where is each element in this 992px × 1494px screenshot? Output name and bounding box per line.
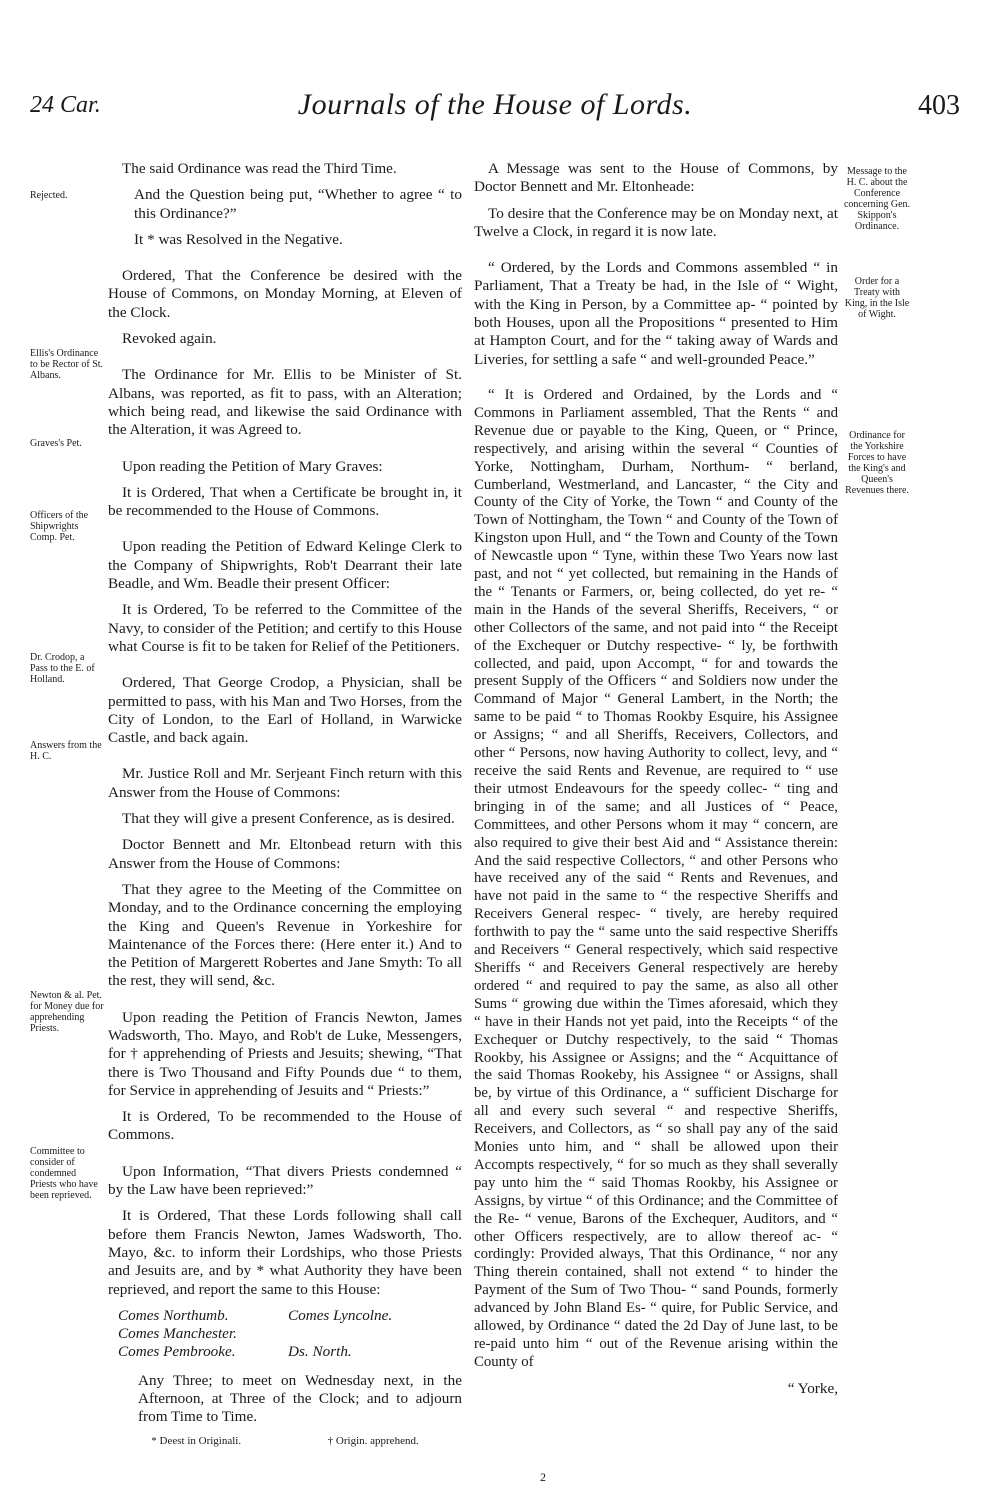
paragraph: Mr. Justice Roll and Mr. Serjeant Finch return with this Answer from the House of Commons:: [108, 765, 462, 801]
paragraph: Ordered, That George Crodop, a Physician, shall be permitted to pass, with his Man and Two Horses, from the City of London, to the Earl of Holland, in Warwicke Castle, and back again.: [108, 674, 462, 747]
page-header: [30, 88, 960, 124]
margin-note-committee: Committee to consider of condemned Priests who have been reprieved.: [30, 1146, 98, 1201]
regnal-year: 24 Car.: [30, 92, 101, 118]
margin-note-crodop: Dr. Crodop, a Pass to the E. of Holland.: [30, 652, 95, 685]
paragraph: It is Ordered, To be referred to the Committee of the Navy, to consider of the Petition; and certify to this House what Course is fit to be taken for Relief of the Petitioners.: [108, 601, 462, 655]
margin-note-newton: Newton & al. Pet. for Money due for apprehending Priests.: [30, 990, 104, 1034]
committee-list-col-2: [288, 1307, 458, 1362]
committee-member: Comes Northumb.: [118, 1306, 229, 1324]
margin-note-shipwrights: Officers of the Shipwrights Comp. Pet.: [30, 510, 89, 543]
paragraph: It is Ordered, To be recommended to the House of Commons.: [108, 1108, 462, 1144]
paragraph: The Ordinance for Mr. Ellis to be Minister of St. Albans, was reported, as fit to pass, with an Alteration; which being read, and likewise the said Ordinance with the Alteration, it was Agreed to.: [108, 366, 462, 439]
margin-note-treaty: Order for a Treaty with King, in the Isle of Wight.: [844, 276, 910, 320]
footnote: * Deest in Originali.: [151, 1434, 242, 1447]
committee-member: Ds. North.: [288, 1343, 352, 1361]
margin-note-answers: Answers from the H. C.: [30, 740, 102, 762]
paragraph: Revoked again.: [122, 330, 217, 348]
committee-list: [108, 1307, 462, 1362]
footnote: † Origin. apprehend.: [327, 1434, 419, 1447]
paragraph: That they agree to the Meeting of the Committee on Monday, and to the Ordinance concerning the employing the King and Queen's Revenue in Yorkeshire for Maintenance of the Forces there: (Here enter it.) And to the Petition of Margerett Robertes and Jane Smyth: To all the rest, they will send, &c.: [108, 880, 462, 990]
page-title: Journals of the House of Lords.: [297, 88, 693, 121]
paragraph: It * was Resolved in the Negative.: [134, 230, 343, 248]
margin-note-ordinance: Ordinance for the Yorkshire Forces to have the King's and Queen's Revenues there.: [845, 430, 909, 496]
paragraph: Doctor Bennett and Mr. Eltonbead return with this Answer from the House of Commons:: [108, 836, 462, 872]
paragraph: To desire that the Conference may be on Monday next, at Twelve a Clock, in regard it is now late.: [474, 204, 838, 240]
committee-list-col-1: [108, 1307, 288, 1362]
margin-note-message: Message to the H. C. about the Conference concerning Gen. Skippon's Ordinance.: [843, 166, 911, 232]
paragraph: Upon reading the Petition of Edward Kelinge Clerk to the Company of Shipwrights, Rob't Dearrant their late Beadle, and Wm. Beadle their present Officer:: [108, 538, 462, 593]
catchword: “ Yorke,: [787, 1379, 838, 1397]
paragraph: A Message was sent to the House of Commons, by Doctor Bennett and Mr. Eltonheade:: [474, 160, 838, 196]
right-column: [474, 160, 838, 1398]
margin-note-rejected: Rejected.: [30, 190, 68, 201]
committee-member: Comes Manchester.: [118, 1325, 237, 1343]
signature-mark: 2: [540, 1470, 546, 1484]
paragraph: “ Ordered, by the Lords and Commons assembled “ in Parliament, That a Treaty be had, in the Isle of “ Wight, with the King in Person, by a Committee ap- “ pointed by both Houses, upon all the Propositions “ presented to Him at Hampton Court, and for the “ taking away of Wards and Liveries, for settling a safe “ and well-grounded Peace.”: [474, 259, 838, 368]
paragraph: The said Ordinance was read the Third Time.: [122, 160, 397, 177]
committee-member: Comes Pembrooke.: [118, 1343, 236, 1361]
margin-note-graves: Graves's Pet.: [30, 438, 82, 449]
paragraph: “ It is Ordered and Ordained, by the Lords and “ Commons in Parliament assembled, That the Rents “ and Revenue due or payable to the King, Queen, or “ Prince, respectively, and arising within the several “ Counties of Yorke, Nottingham, Durham, Northum- “ berland, Cumberland, Westmerland, and Lancaster, “ the City and County of the City of Yorke, the Town “ and County of the Town of Nottingham, the Town “ and County of the Town of Kingston upon Hull, and “ the Town and County of the Town of Newcastle upon “ Tyne, within these Two Years now last past, and not “ yet collected, but remaining in the Hands of the “ Tenants or Farmers, or, being collected, do yet re- “ main in the Hands of the several Sheriffs, Receivers, “ or other Collectors of the same, and not paid into “ the Receipt of the Exchequer or Dutchy respective- “ ly, be forthwith collected, and paid, upon Accompt, “ for and towards the present Supply of the Officers “ and Soldiers now under the Command of Major “ General Lambert, in the North; the same to be paid “ to Thomas Rookby Esquire, his Assignee or Assigns; “ and all Sheriffs, Receivers, Collectors, and other “ Persons, now having Authority to collect, levy, and “ receive the said Rents and Revenue, are required to “ use their utmost Endeavours for the speedy collec- “ ting and bringing in of the same; and all Justices of “ Peace, Committees, and other Persons whom it may “ concern, are also required to give their best Aid and “ Assistance therein: And the said respective Collectors, “ and other Persons who have received any of the said “ Rents and Revenues, and have not paid in the same to “ the respective Sheriffs and Receivers General respec- “ tively, are hereby required forthwith to pay the “ same unto the said respective Sheriffs and Receivers “ General respectively, which said respective Sheriffs “ and Receivers General respectively are hereby ordered “ and required to pay the same, as also all other Sums “ growing due within the Times aforesaid, which they “ have in their Hands not yet paid, into the Receipts “ of the Exchequer or Dutchy respectively, to the said “ Thomas Rookby, his Assignee or Assigns; and the “ Acquittance of the said Thomas Rookeby, his Assignee “ or Assigns, shall be, by virtue of this Ordinance, a “ sufficient Discharge for all and every such several “ and respective Sheriffs, Receivers, and Collectors, as “ so shall pay any of the said Monies unto him, and “ shall be allowed upon their Accompts respectively, “ for so much as they shall severally pay unto him the “ said Thomas Rookby, his Assignee or Assigns, by virtue “ of this Ordinance; and the Committee of the Re- “ venue, Barons of the Exchequer, Auditors, and “ other Officers respectively, are to allow thereof ac- “ cordingly: Provided always, That this Ordinance, “ nor any Thing therein contained, shall not extend “ to hinder the Payment of the Sum of Two Thou- “ sand Pounds, formerly advanced by John Bland Es- “ quire, for Public Service, and allowed, by Ordinance “ dated the 2d Day of June last, to be re-paid unto him “ out of the Revenue arising within the County of: [474, 386, 838, 1370]
page-number: 403: [918, 90, 960, 121]
footnotes: [108, 1435, 462, 1447]
paragraph: Upon Information, “That divers Priests condemned “ by the Law have been reprieved:”: [108, 1162, 462, 1199]
paragraph: It is Ordered, That these Lords following shall call before them Francis Newton, James Wadsworth, Tho. Mayo, &c. to inform their Lordships, who those Priests and Jesuits are, and by * what Authority they have been reprieved, and report the same to this House:: [108, 1207, 462, 1298]
paragraph: Upon reading the Petition of Mary Graves:: [122, 457, 383, 475]
left-column: [108, 160, 462, 1447]
paragraph: Any Three; to meet on Wednesday next, in the Afternoon, at Three of the Clock; and to adjourn from Time to Time.: [138, 1371, 462, 1426]
paragraph: That they will give a present Conference, as is desired.: [122, 810, 455, 828]
committee-member: Comes Lyncolne.: [288, 1306, 393, 1324]
paragraph: Upon reading the Petition of Francis Newton, James Wadsworth, Tho. Mayo, and Rob't de Luke, Messengers, for † apprehending of Priests and Jesuits; shewing, “That there is Two Thousand and Fifty Pounds due “ to them, for Service in apprehending of Jesuits and “ Priests:”: [108, 1008, 462, 1099]
margin-note-ellis: Ellis's Ordinance to be Rector of St. Albans.: [30, 348, 104, 381]
paragraph: It is Ordered, That when a Certificate be brought in, it be recommended to the House of Commons.: [108, 483, 462, 520]
paragraph: Ordered, That the Conference be desired with the House of Commons, on Monday Morning, at Eleven of the Clock.: [108, 267, 462, 321]
paragraph: And the Question being put, “Whether to agree “ to this Ordinance?”: [134, 186, 462, 222]
